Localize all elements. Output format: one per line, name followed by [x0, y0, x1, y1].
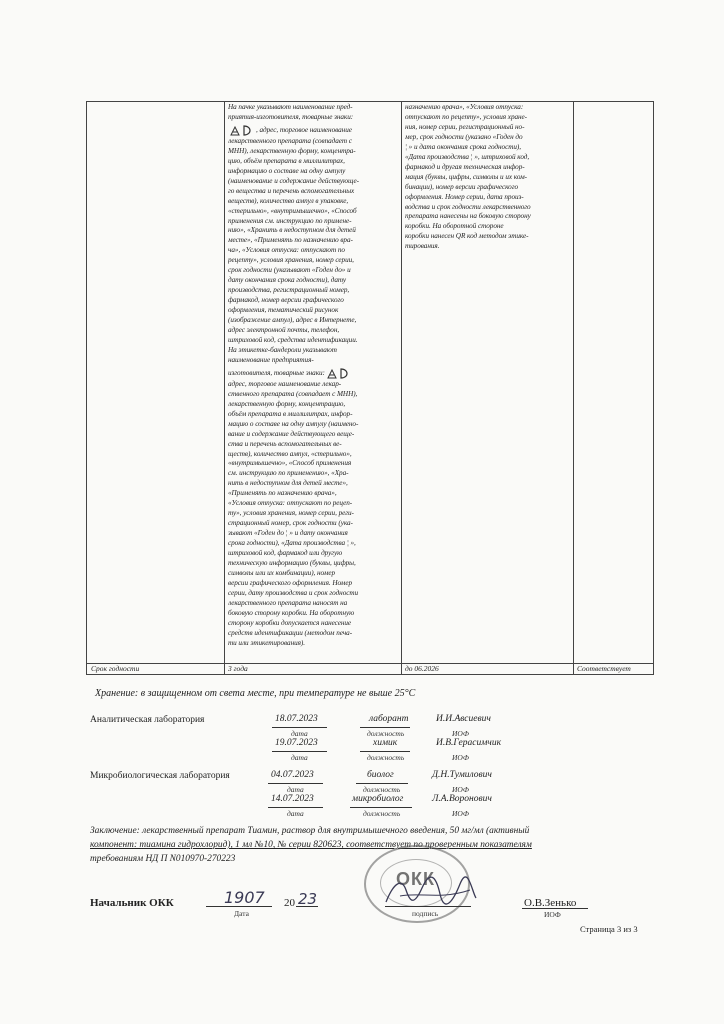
handwritten-signature — [380, 872, 480, 912]
spec-text-line: ча», «Условия отпуска: отпускают по — [228, 246, 345, 255]
caption-date: дата — [287, 809, 304, 818]
spec-text-line: лекарственную форму, концентрацию, — [228, 399, 346, 408]
spec-text-line: оформления, тематический рисунок — [228, 306, 339, 315]
spec-text-line: На этикетке-бандероли указывают — [228, 345, 337, 354]
spec-text-line: , адрес, торговое наименование — [228, 123, 400, 137]
spec-text-line: срок годности (указывают «Годен до» и — [228, 266, 351, 275]
caption-position: должность — [363, 785, 401, 794]
lab-position: микробиолог — [352, 794, 404, 804]
spec-text-line: лекарственного препарата наносят на — [228, 598, 348, 607]
spec-text-line: веществ), количество ампул в упаковке, — [228, 196, 349, 205]
caption-date: дата — [291, 753, 308, 762]
spec-text-line: срока годности), «Дата производства ¦ », — [228, 539, 356, 548]
spec-text-line: боковую сторону коробки. На оборотную — [228, 608, 355, 617]
spec-text-line: «внутримышечно», «Способ применения — [228, 459, 352, 468]
lab-position: биолог — [367, 770, 394, 780]
actual-text-line: коробки нанесен QR код методом этике- — [405, 232, 529, 241]
spec-text-line: нию», «Хранить в недоступном для детей — [228, 226, 356, 235]
spec-text-line: информацию о составе на одну ампулу — [228, 166, 346, 175]
name-caption: ИОФ — [544, 910, 561, 919]
actual-text-line: препарата нанесены на боковую сторону — [405, 212, 531, 221]
spec-text-line: сторону коробки допускается нанесение — [228, 618, 352, 627]
spec-text-line: нить в недоступном для детей месте», — [228, 479, 348, 488]
spec-text-line: штриховой код, средства идентификации. — [228, 335, 358, 344]
spec-text-line: МНН), лекарственную форму, концентра- — [228, 146, 356, 155]
actual-text-line: мация (буквы, цифры, символы и их ком- — [405, 172, 527, 181]
caption-position: должность — [367, 729, 405, 738]
shelf-life-label: Срок годности — [91, 664, 140, 673]
actual-text-line: коробки. На оборотной стороне — [405, 222, 504, 231]
actual-text-line: тирования. — [405, 242, 440, 251]
spec-text-line: производства, регистрационный номер, — [228, 286, 350, 295]
actual-text-line: бинации), номер версии графического — [405, 182, 519, 191]
year-prefix: 20 — [284, 897, 295, 909]
spec-text-line: «Условия отпуска: отпускают по рецеп- — [228, 499, 353, 508]
spec-text-line: лекарственного препарата (совпадает с — [228, 136, 352, 145]
spec-text-line: мацию о составе на одну ампулу (наимено- — [228, 419, 359, 428]
page-number: Страница 3 из 3 — [580, 924, 638, 934]
trademark-logo-icon — [327, 368, 351, 379]
actual-text-line: отпускают по рецепту», условия хране- — [405, 112, 528, 121]
caption-date: дата — [287, 785, 304, 794]
spec-text-line: см. инструкцию по применению», «Хра- — [228, 469, 349, 478]
date-caption: Дата — [234, 909, 249, 918]
spec-text-line: го вещества и перечень вспомогательных — [228, 186, 355, 195]
actual-text-line: оформления. Номер серии, дата произ- — [405, 192, 524, 201]
head-okk-name: О.В.Зенько — [524, 897, 577, 909]
conclusion-line-1: Заключение: лекарственный препарат Тиамин, раствор для внутримышечного введения, 50 мг/мл (активный — [90, 826, 530, 836]
spec-text-line: рецепту», условия хранения, номер серии, — [228, 256, 354, 265]
caption-position: должность — [367, 753, 405, 762]
caption-name: ИОФ — [452, 785, 469, 794]
actual-text-line: мер, срок годности (указано «Годен до — [405, 132, 523, 141]
actual-text-line: назначению врача», «Условия отпуска: — [405, 103, 524, 111]
spec-text-line: месте», «Применять по назначению вра- — [228, 236, 353, 245]
shelf-life-result: Соответствует — [577, 664, 631, 673]
spec-text-line: страционный номер, срок годности (ука- — [228, 519, 353, 528]
spec-text-line: ществ), количество ампул, «стерильно», — [228, 449, 352, 458]
lab-date: 19.07.2023 — [275, 738, 318, 748]
caption-name: ИОФ — [452, 729, 469, 738]
actual-text-line: «Дата производства ¦ », штриховой код, — [405, 152, 530, 161]
shelf-life-actual: до 06.2026 — [405, 664, 439, 673]
spec-text-line: (наименование и содержание действующе- — [228, 176, 360, 185]
caption-name: ИОФ — [452, 809, 469, 818]
spec-text-line: ти или этикетирования). — [228, 638, 306, 647]
spec-text-line: ства и перечень вспомогательных ве- — [228, 439, 342, 448]
spec-text-line: приятия-изготовителя, товарные знаки: — [228, 112, 354, 121]
storage-conditions: Хранение: в защищенном от света месте, при температуре не выше 25°C — [95, 688, 416, 699]
shelf-life-spec: 3 года — [228, 664, 248, 673]
analytical-lab-title: Аналитическая лаборатория — [90, 715, 205, 725]
conclusion-line-3: требованиям НД П N010970-270223 — [90, 854, 236, 864]
spec-text-line: «Применять по назначению врача», — [228, 489, 337, 498]
lab-person: И.И.Авсиевич — [436, 714, 491, 724]
caption-date: дата — [291, 729, 308, 738]
spec-text-line: цию, объём препарата в миллилитрах, — [228, 156, 345, 165]
lab-person: Д.Н.Тумилович — [432, 770, 492, 780]
spec-text-line: вание и содержание действующего веще- — [228, 429, 355, 438]
spec-text-line: зывают «Годен до ¦ » и дату окончания — [228, 529, 348, 538]
actual-text-line: фармакод и другая техническая инфор- — [405, 162, 525, 171]
spec-text-line: (изображение ампул), адрес в Интернете, — [228, 316, 357, 325]
lab-person: Л.А.Воронович — [432, 794, 492, 804]
lab-date: 04.07.2023 — [271, 770, 314, 780]
spec-text-line: На пачке указывают наименование пред- — [228, 103, 353, 111]
actual-text-line: ¦ » и дата окончания срока годности), — [405, 142, 521, 151]
spec-text-line: штриховой код, фармакод или другую — [228, 549, 343, 558]
spec-table — [86, 101, 654, 675]
spec-text-line: серии, дату производства и срок годности — [228, 588, 359, 597]
spec-text-line: адрес электронной почты, телефон, — [228, 326, 340, 335]
spec-text-line: наименование предприятия- — [228, 355, 314, 364]
spec-text-line: объём препарата в миллилитрах, инфор- — [228, 409, 353, 418]
micro-lab-title: Микробиологическая лаборатория — [90, 771, 230, 781]
spec-text-line: средств идентификации (методом печа- — [228, 628, 353, 637]
caption-name: ИОФ — [452, 753, 469, 762]
spec-text-line: применения см. инструкцию по примене- — [228, 216, 352, 225]
stamp-label: ОКК — [396, 869, 435, 889]
spec-text-line: версии графического оформления. Номер — [228, 578, 353, 587]
year-suffix: 23 — [298, 890, 318, 908]
lab-position: лаборант — [369, 714, 409, 724]
spec-text-line: «стерильно», «внутримышечно», «Способ — [228, 206, 357, 215]
spec-text-line: изготовителя, товарные знаки: — [228, 366, 400, 380]
lab-date: 14.07.2023 — [271, 794, 314, 804]
trademark-logo-icon — [230, 125, 254, 136]
lab-position: химик — [373, 738, 398, 748]
spec-text-line: дату окончания срока годности), дату — [228, 276, 347, 285]
spec-text-line: адрес, торговое наименование лекар- — [228, 379, 342, 388]
handwritten-date: 1907 — [224, 888, 265, 907]
lab-person: И.В.Герасимчик — [436, 738, 502, 748]
signature-caption: подпись — [412, 909, 439, 918]
spec-text-line: ту», условия хранения, номер серии, реги- — [228, 509, 354, 518]
lab-date: 18.07.2023 — [275, 714, 318, 724]
spec-text-line: фармакод, номер версии графического — [228, 296, 344, 305]
actual-text-line: ния, номер серии, регистрационный но- — [405, 122, 525, 131]
spec-text-line: символы или их комбинации), номер — [228, 568, 336, 577]
actual-text-line: водства и срок годности лекарственного — [405, 202, 531, 211]
packaging-description-spec — [228, 103, 400, 661]
conclusion-line-2: компонент: тиамина гидрохлорид), 1 мл №10, № серии 820623, соответствует по проверенным показателям — [90, 840, 532, 850]
packaging-description-actual — [405, 103, 573, 273]
caption-position: должность — [363, 809, 401, 818]
spec-text-line: ственного препарата (совпадает с МНН), — [228, 389, 358, 398]
spec-text-line: техническую информацию (буквы, цифры, — [228, 558, 356, 567]
head-okk-title: Начальник ОКК — [90, 897, 174, 909]
